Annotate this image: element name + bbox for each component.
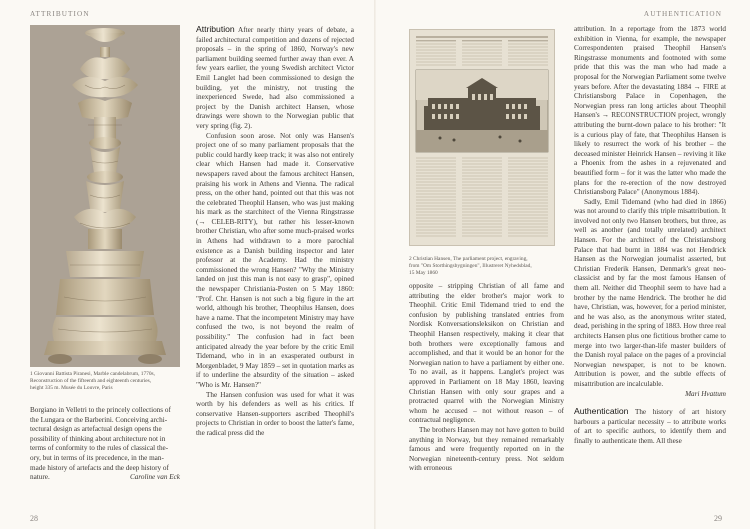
running-head-right: AUTHENTICATION (643, 10, 722, 18)
column-3 (409, 282, 564, 508)
text-line: possibility of thinking about architecture not in (30, 434, 166, 443)
column-4 (574, 25, 726, 510)
column-2 (196, 25, 354, 505)
candelabrum-photo (30, 25, 180, 367)
text-line: the Lungara or the Barberini. Conceiving archi- (30, 415, 168, 424)
text-line: made history of artefacts and the deep history of (30, 463, 169, 472)
caption-line: 15 May 1860 (409, 270, 438, 276)
figure-2-caption (409, 256, 569, 277)
author-signature: Caroline van Eck (129, 473, 180, 482)
caption-line: from "Om Storthingsbygningen", Illustreret Nyhedsblad, (409, 263, 532, 269)
author-signature: Mari Hvattum (685, 389, 726, 398)
paragraph: After nearly thirty years of debate, a failed architectural competition and dozens of rejected proposals – in the spring of 1860, Norway's new parliament building seemed further away than ever. A few years earlier, the young Swedish architect Victor Emil Langlet had been commissioned to design the building, yet the ministry, not trusting the inexperienced Swede, had also commissioned a project by the Danish architect Hansen, whose drawings were shown to the Norwegian public that very spring (fig. 2). (196, 26, 354, 130)
running-head-left: ATTRIBUTION (30, 10, 90, 18)
figure-1-caption (30, 371, 190, 392)
paragraph: Sadly, Emil Tidemand (who had died in 1866) was not around to clarify this triple misattribution. It involved not only two Hansen brothers, but three, as well as another (and totally unrelated) architect Hansen. For the architect of the Christiansborg Palace that had burnt in 1884 was not Hendrick Hansen as the Norwegian journalist asserted, but Christian Frederik Hansen, Denmark's great neo-classicist and by far the most famous Hansen of them all. Neither did Theophil seem to have had a brother by the name Hendrick. The brother he did have, Christian, was, however, for a period minister, and he was also, as the anonymous writer stated, dead, perishing in the spring of 1883. How three real architects Hansen plus one fictitious brother came to merge into two larger-than-life master builders of the Danish royal palace on the pages of a provincial Norwegian newspaper, is not to be known. Attribution is power, and the subtle effects of misattribution are incalculable. (574, 197, 726, 388)
book-gutter (374, 0, 376, 529)
paragraph: The history of art history harbours a particular necessity – to attribute works of art to specific authors, to identify them and finally to authenticate them. All these (574, 408, 726, 445)
paragraph: attribution. In a reportage from the 1873 world exhibition in Vienna, for example, the newspaper Correspondenten praised Theophil Hansen's Ringstrasse monuments and footnoted with some pride that this was the man who had made a proposal for the Norwegian Parliament some twelve years before. After the devastating 1884 → FIRE at Christiansborg Palace in Copenhagen, the Norwegian press ran long articles about Theophil Hansen's → RECONSTRUCTION project, wrongly attributing the burnt-down palace to his brother: "It is a curious play of fate, that Theophilus Hansen is likely to resurrect the work of his brother – the deceased minister Heinrick Hansen – reviving it like a Phoenix from the ashes in a rejuvenated and beautified form – for it was the latter who made the plans for the re-erection of the now destroyed Christiansborg Palace" (Anonymous 1884). (574, 25, 726, 197)
section-kicker-attribution: Attribution (196, 25, 235, 34)
page-number-right: 29 (714, 514, 722, 523)
paragraph: Confusion soon arose. Not only was Hansen's project one of so many parliament proposals that the public could hardly keep track; it was also not entirely clear which Hansen had made it. Conservative newspapers raved about the famous architect Hansen, praising his work in Athens and Vienna. The radical press, on the other hand, pointed out that this was not the celebrated Theophil Hansen, who was just making his mark as the starchitect of the Vienna Ringstrasse (→ CELEB-RITY), but rather his lesser-known brother Christian, who after some much-praised works in Athens had withdrawn to a more parochial existence as a Danish building inspector and later professor at the Academy. Had the ministry commissioned the wrong Hansen? "Why the Ministry landed on just this man is not easy to grasp", opined the newspaper Christiania-Posten on 5 May 1860: "Prof. Chr. Hansen is not such a big figure in the art world, although his brother, Theophilus Hansen, does have a name. That the incompetent Ministry may have confused the two, is not beyond the realm of possibility." The confusion had in fact been anticipated already the year before by the critic Emil Tidemand, who in in an exasperated outburst in Morgenbladet, 9 May 1859 – set in quotation marks as if to underline the absurdity of the situation – asked "Who is Mr. Hansen?" (196, 131, 354, 389)
text-line: ory, but in terms of its precedence, in the man- (30, 453, 164, 462)
text-line: tectural design as artefactual design opens the (30, 425, 162, 434)
page-number-left: 28 (30, 514, 38, 523)
parliament-engraving (409, 29, 555, 246)
paragraph: The Hansen confusion was used for what it was worth by his defenders as well as his critics. If conservative Hansen-supporters ascribed Theophil's projects to Christian in order to boost the latter's fame, the radical press did the (196, 390, 354, 437)
text-line: nature. (30, 473, 50, 482)
caption-line: Reconstruction of the fifteenth and eighteenth centuries, (30, 378, 152, 384)
text-line: terms of conformity to the rules of classical the- (30, 444, 169, 453)
section-kicker-authentication: Authentication (574, 406, 629, 417)
text-line: Borgiano in Velletri to the princely collections of (30, 406, 171, 414)
paragraph: The brothers Hansen may not have gotten to build anything in Norway, but they remained remarkably famous and were frequently reported on in the Norwegian nineteenth-century press. Not seldom with erroneous (409, 425, 564, 473)
paragraph: opposite – stripping Christian of all fame and attributing the elder brother's major work to Theophil. Critic Emil Tidemand tried to end the confusion by publishing translated entries from Nordisk Konversationsleksikon on Christian and Theophil Hansen respectively, making it clear that both brothers were exceptionally famous and accomplished, and that it would be an honor for the Norwegian nation to have a parliament by either one. To no avail, as it happens. Langlet's project was approved in Parliament on 18 May 1860, leaving Christian Hansen with only sour grapes and a protracted quarrel with the Norwegian Ministry whom he accused – not without reason – of contractual negligence. (409, 282, 564, 425)
caption-line: height 335 m. Musée du Louvre, Paris (30, 385, 113, 391)
column-1 (30, 406, 180, 483)
caption-line: 2 Christian Hansen, The parliament project, engraving, (409, 256, 528, 262)
caption-line: 1 Giovanni Battista Piranesi, Marble candelabrum, 1770s, (30, 371, 156, 377)
